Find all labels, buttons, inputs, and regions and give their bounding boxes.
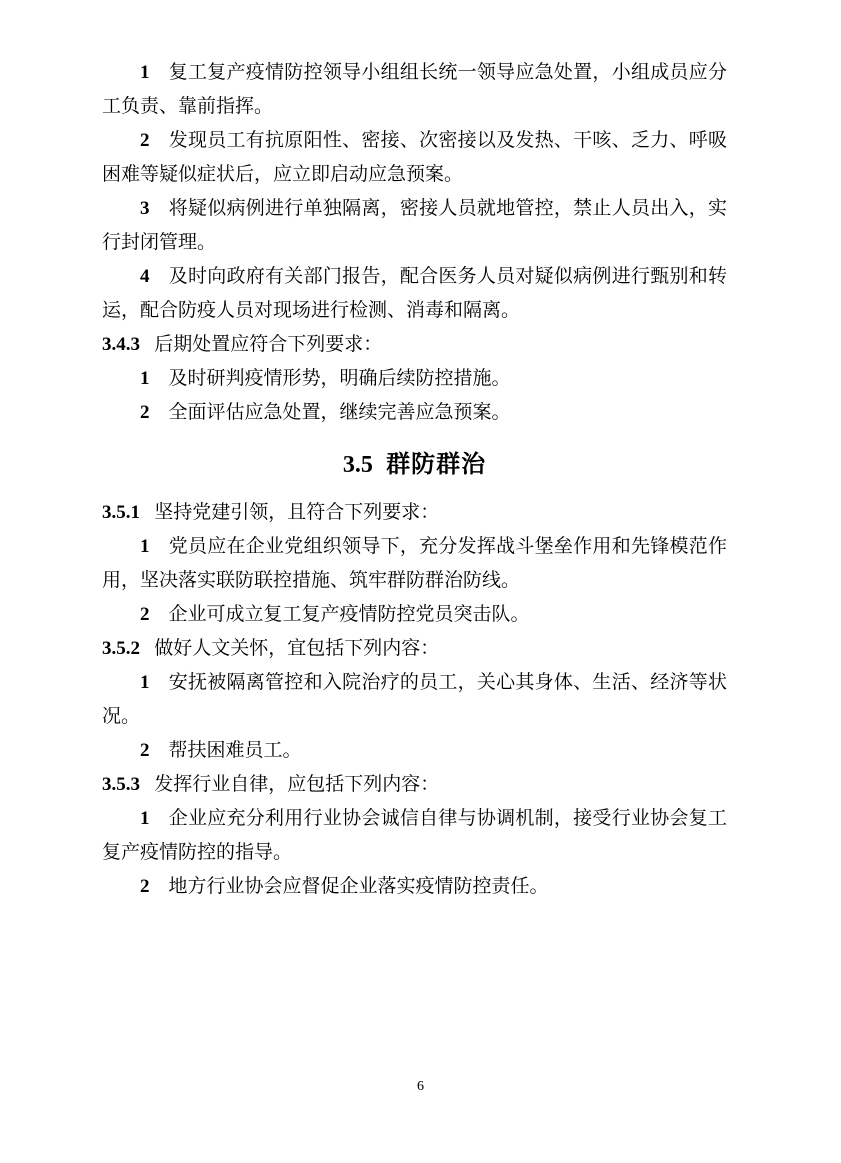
- item-number: 2: [140, 876, 150, 897]
- numbered-item: [102, 666, 727, 734]
- item-number: 1: [140, 808, 150, 829]
- item-text: 党员应在企业党组织领导下，充分发挥战斗堡垒作用和先锋模范作用，坚决落实联防联控措施、筑牢群防群治防线。: [102, 536, 727, 591]
- item-text: 及时向政府有关部门报告，配合医务人员对疑似病例进行甄别和转运，配合防疫人员对现场进行检测、消毒和隔离。: [102, 266, 727, 321]
- numbered-item: [102, 530, 727, 598]
- item-text: 复工复产疫情防控领导小组组长统一领导应急处置，小组成员应分工负责、靠前指挥。: [102, 62, 727, 117]
- item-text: 将疑似病例进行单独隔离，密接人员就地管控，禁止人员出入，实行封闭管理。: [102, 198, 727, 253]
- clause-text: 坚持党建引领，且符合下列要求：: [154, 502, 440, 523]
- item-text: 发现员工有抗原阳性、密接、次密接以及发热、干咳、乏力、呼吸困难等疑似症状后，应立即启动应急预案。: [102, 130, 727, 185]
- numbered-item: [102, 124, 727, 192]
- clause-number: 3.5.3: [102, 774, 140, 795]
- clause-3-5-2: [102, 632, 727, 666]
- numbered-item: [102, 734, 727, 768]
- clause-text: 后期处置应符合下列要求：: [154, 334, 383, 355]
- item-number: 2: [140, 402, 150, 423]
- numbered-item: [102, 396, 727, 430]
- item-number: 2: [140, 740, 150, 761]
- clause-text: 做好人文关怀，宜包括下列内容：: [154, 638, 440, 659]
- item-number: 1: [140, 368, 150, 389]
- numbered-item: [102, 598, 727, 632]
- section-heading: [102, 448, 727, 482]
- item-text: 企业可成立复工复产疫情防控党员突击队。: [168, 604, 530, 625]
- item-number: 1: [140, 62, 150, 83]
- clause-3-4-3: [102, 328, 727, 362]
- item-text: 帮扶困难员工。: [168, 740, 302, 761]
- clause-number: 3.5.1: [102, 502, 140, 523]
- section-number: 3.5: [342, 452, 373, 478]
- clause-3-5-3: [102, 768, 727, 802]
- item-number: 4: [140, 266, 150, 287]
- numbered-item: [102, 192, 727, 260]
- clause-number: 3.5.2: [102, 638, 140, 659]
- numbered-item: [102, 870, 727, 904]
- item-text: 地方行业协会应督促企业落实疫情防控责任。: [168, 876, 549, 897]
- numbered-item: [102, 802, 727, 870]
- clause-number: 3.4.3: [102, 334, 140, 355]
- item-text: 全面评估应急处置，继续完善应急预案。: [168, 402, 511, 423]
- item-number: 1: [140, 672, 150, 693]
- numbered-item: [102, 362, 727, 396]
- numbered-item: [102, 56, 727, 124]
- item-text: 及时研判疫情形势，明确后续防控措施。: [168, 368, 511, 389]
- item-number: 2: [140, 604, 150, 625]
- item-text: 企业应充分利用行业协会诚信自律与协调机制，接受行业协会复工复产疫情防控的指导。: [102, 808, 727, 863]
- numbered-item: [102, 260, 727, 328]
- item-number: 2: [140, 130, 150, 151]
- clause-text: 发挥行业自律，应包括下列内容：: [154, 774, 440, 795]
- section-title: 群防群治: [386, 451, 487, 478]
- item-number: 1: [140, 536, 150, 557]
- item-text: 安抚被隔离管控和入院治疗的员工，关心其身体、生活、经济等状况。: [102, 672, 727, 727]
- page-number: 6: [417, 1079, 424, 1094]
- document-body: [102, 56, 727, 904]
- clause-3-5-1: [102, 496, 727, 530]
- item-number: 3: [140, 198, 150, 219]
